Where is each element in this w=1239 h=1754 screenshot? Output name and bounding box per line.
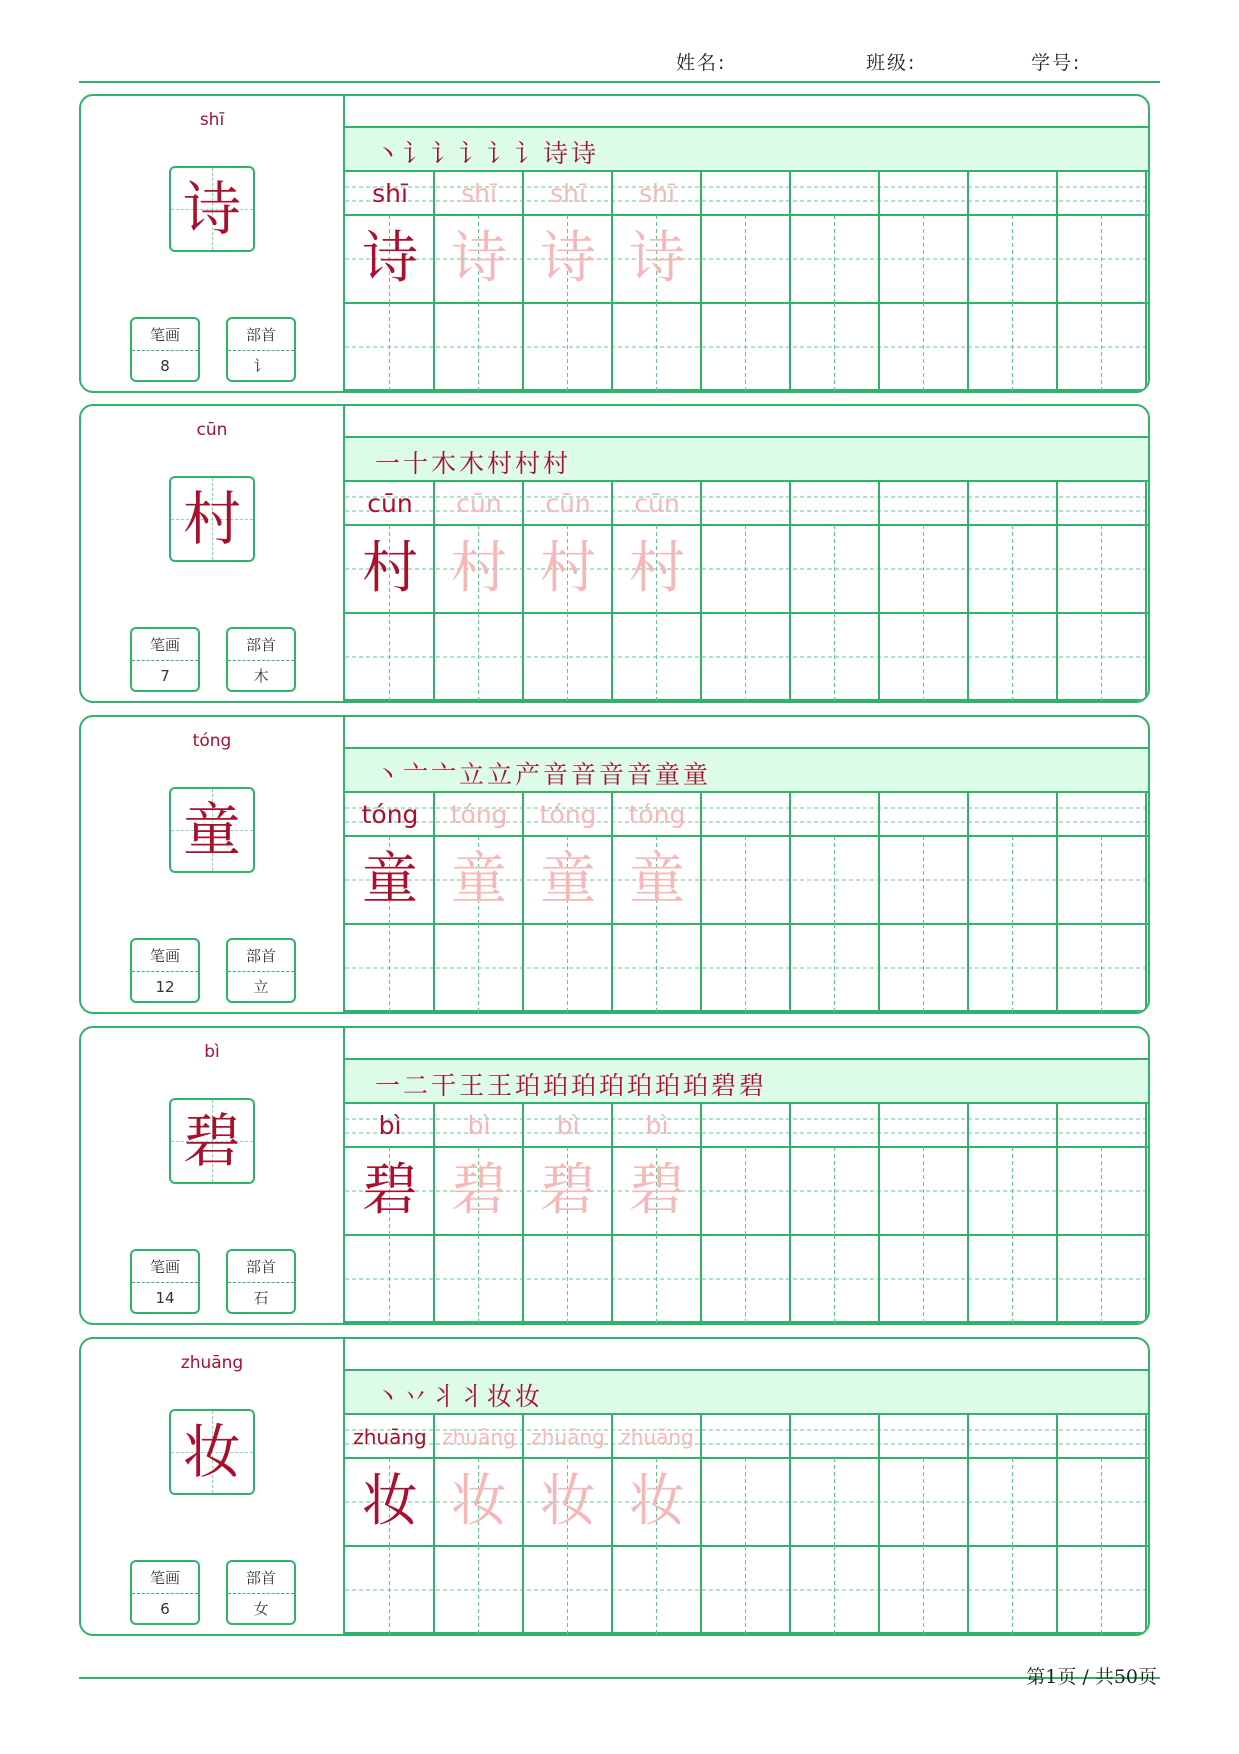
pinyin-trace: bì bbox=[556, 1111, 580, 1140]
character-card bbox=[79, 715, 1150, 1014]
class-label: 班级: bbox=[866, 52, 917, 74]
pinyin-trace: zhuāng bbox=[442, 1424, 516, 1449]
character-card bbox=[79, 94, 1150, 393]
stroke-order-band bbox=[345, 436, 1148, 482]
radical-label: 部首 bbox=[228, 1562, 294, 1594]
character-display-box bbox=[169, 166, 255, 252]
pinyin-trace: zhuāng bbox=[620, 1424, 694, 1449]
character-model: 妆 bbox=[362, 1469, 418, 1534]
pinyin-trace: tóng bbox=[450, 800, 508, 829]
student-id-label: 学号: bbox=[1031, 52, 1082, 74]
stroke-count-box bbox=[130, 1249, 200, 1314]
character-trace: 妆 bbox=[451, 1469, 507, 1534]
radical-box bbox=[226, 938, 296, 1003]
pinyin-model: shī bbox=[372, 179, 408, 208]
character-card bbox=[79, 1337, 1150, 1636]
radical-box bbox=[226, 1249, 296, 1314]
practice-grid bbox=[345, 482, 1148, 701]
character-model: 童 bbox=[362, 847, 418, 912]
stroke-count-label: 笔画 bbox=[132, 1562, 198, 1594]
stroke-count-label: 笔画 bbox=[132, 629, 198, 661]
practice-grid bbox=[345, 172, 1148, 391]
practice-grid bbox=[345, 1415, 1148, 1634]
stroke-count-box bbox=[130, 1560, 200, 1625]
stroke-count-label: 笔画 bbox=[132, 1251, 198, 1283]
radical-label: 部首 bbox=[228, 940, 294, 972]
footer-divider bbox=[79, 1677, 1160, 1679]
character-glyph: 童 bbox=[182, 796, 241, 864]
character-display-box bbox=[169, 1098, 255, 1184]
pinyin-trace: zhuāng bbox=[531, 1424, 605, 1449]
character-trace: 碧 bbox=[540, 1158, 596, 1223]
character-card bbox=[79, 1026, 1150, 1325]
radical-value: 立 bbox=[253, 978, 269, 996]
character-trace: 村 bbox=[451, 536, 507, 601]
character-trace: 童 bbox=[540, 847, 596, 912]
character-trace: 村 bbox=[629, 536, 685, 601]
stroke-count-value: 8 bbox=[160, 356, 170, 375]
character-info-panel bbox=[81, 406, 345, 701]
stroke-count-value: 12 bbox=[155, 977, 175, 996]
pinyin-model: zhuāng bbox=[353, 1424, 427, 1449]
character-trace: 诗 bbox=[540, 226, 596, 291]
stroke-order-band bbox=[345, 1369, 1148, 1415]
pinyin-trace: shī bbox=[461, 179, 497, 208]
radical-box bbox=[226, 317, 296, 382]
stroke-order-sequence: 丶丷丬丬妆妆 bbox=[375, 1382, 544, 1411]
character-pinyin: shī bbox=[199, 110, 225, 130]
character-info-panel bbox=[81, 1028, 345, 1323]
character-pinyin: tóng bbox=[192, 731, 232, 751]
stroke-count-label: 笔画 bbox=[132, 319, 198, 351]
stroke-count-box bbox=[130, 938, 200, 1003]
stroke-count-label: 笔画 bbox=[132, 940, 198, 972]
character-glyph: 诗 bbox=[182, 175, 241, 243]
stroke-count-value: 14 bbox=[155, 1288, 175, 1307]
character-trace: 碧 bbox=[629, 1158, 685, 1223]
radical-value: 石 bbox=[253, 1289, 269, 1307]
pinyin-trace: shī bbox=[639, 179, 675, 208]
pinyin-model: cūn bbox=[367, 489, 413, 518]
radical-label: 部首 bbox=[228, 319, 294, 351]
pinyin-trace: tóng bbox=[628, 800, 686, 829]
character-trace: 童 bbox=[629, 847, 685, 912]
stroke-count-value: 6 bbox=[160, 1599, 170, 1618]
stroke-count-box bbox=[130, 317, 200, 382]
pinyin-model: tóng bbox=[361, 800, 419, 829]
radical-value: 女 bbox=[253, 1600, 269, 1618]
radical-value: 木 bbox=[253, 667, 269, 685]
pinyin-trace: bì bbox=[645, 1111, 669, 1140]
pinyin-model: bì bbox=[378, 1111, 402, 1140]
character-glyph: 村 bbox=[182, 485, 241, 553]
character-trace: 碧 bbox=[451, 1158, 507, 1223]
pinyin-trace: cūn bbox=[545, 489, 591, 518]
character-trace: 诗 bbox=[451, 226, 507, 291]
practice-grid bbox=[345, 1104, 1148, 1323]
character-trace: 妆 bbox=[629, 1469, 685, 1534]
name-label: 姓名: bbox=[676, 52, 727, 74]
character-pinyin: bì bbox=[204, 1042, 220, 1062]
character-model: 诗 bbox=[362, 226, 418, 291]
stroke-order-sequence: 丶讠讠讠讠讠诗诗 bbox=[375, 139, 600, 168]
character-model: 村 bbox=[362, 536, 418, 601]
character-display-box bbox=[169, 787, 255, 873]
stroke-count-value: 7 bbox=[160, 666, 170, 685]
stroke-order-sequence: 一十木木村村村 bbox=[375, 449, 572, 478]
character-card bbox=[79, 404, 1150, 703]
radical-label: 部首 bbox=[228, 1251, 294, 1283]
character-info-panel bbox=[81, 1339, 345, 1634]
character-display-box bbox=[169, 476, 255, 562]
radical-box bbox=[226, 1560, 296, 1625]
stroke-order-sequence: 丶亠亠立立产音音音音童童 bbox=[375, 760, 712, 789]
pinyin-trace: tóng bbox=[539, 800, 597, 829]
character-trace: 妆 bbox=[540, 1469, 596, 1534]
character-info-panel bbox=[81, 717, 345, 1012]
stroke-order-band bbox=[345, 126, 1148, 172]
pinyin-trace: cūn bbox=[634, 489, 680, 518]
radical-box bbox=[226, 627, 296, 692]
character-trace: 村 bbox=[540, 536, 596, 601]
character-pinyin: zhuāng bbox=[180, 1353, 244, 1373]
pinyin-trace: shī bbox=[550, 179, 586, 208]
character-trace: 童 bbox=[451, 847, 507, 912]
practice-grid bbox=[345, 793, 1148, 1012]
pinyin-trace: bì bbox=[467, 1111, 491, 1140]
character-info-panel bbox=[81, 96, 345, 391]
character-pinyin: cūn bbox=[196, 420, 228, 440]
character-glyph: 碧 bbox=[182, 1107, 241, 1175]
stroke-order-band bbox=[345, 1058, 1148, 1104]
pinyin-trace: cūn bbox=[456, 489, 502, 518]
page-number: 第1页 / 共50页 bbox=[1026, 1666, 1157, 1688]
character-trace: 诗 bbox=[629, 226, 685, 291]
stroke-order-band bbox=[345, 747, 1148, 793]
header-divider bbox=[79, 81, 1160, 83]
character-glyph: 妆 bbox=[182, 1418, 241, 1486]
character-display-box bbox=[169, 1409, 255, 1495]
character-model: 碧 bbox=[362, 1158, 418, 1223]
stroke-order-sequence: 一二干王王珀珀珀珀珀珀珀碧碧 bbox=[375, 1071, 768, 1100]
radical-label: 部首 bbox=[228, 629, 294, 661]
stroke-count-box bbox=[130, 627, 200, 692]
radical-value: 讠 bbox=[253, 357, 269, 375]
